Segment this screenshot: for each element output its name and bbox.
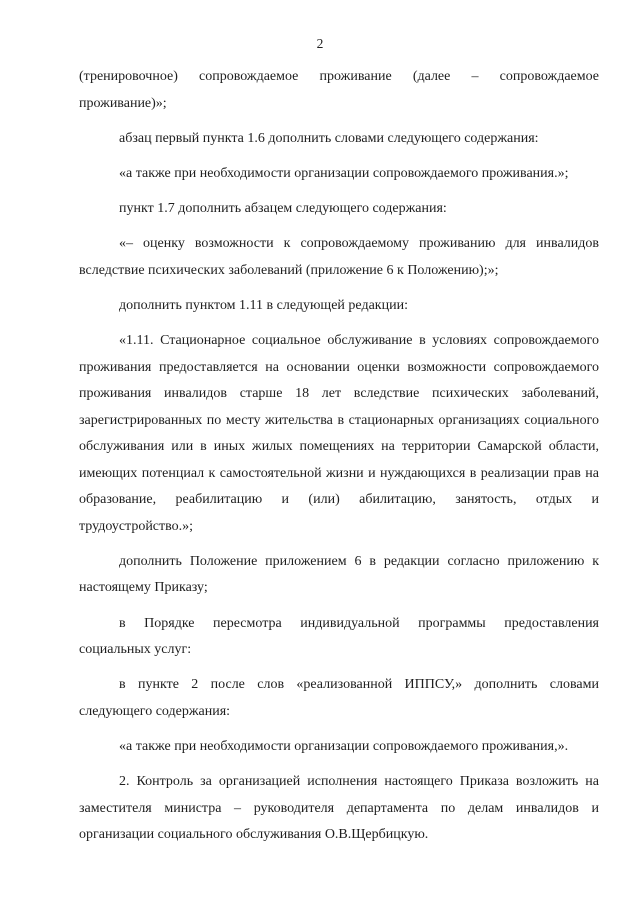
paragraph-quote-item-2: «а также при необходимости организации сопровождаемого проживания,».	[119, 738, 569, 754]
paragraph-item-2: в пункте 2 после слов «реализованной ИППСУ,» дополнить словами следующего содержания:	[79, 677, 599, 719]
paragraph-control: 2. Контроль за организацией исполнения настоящего Приказа возложить на заместителя министра – руководителя департамента по делам инвалидов и организации социального обслуживания О.В.Щербицкую.	[79, 774, 599, 843]
paragraph-item-1-7: пункт 1.7 дополнить абзацем следующего содержания:	[119, 201, 447, 217]
paragraph-review-procedure: в Порядке пересмотра индивидуальной программы предоставления социальных услуг:	[79, 615, 599, 657]
paragraph-appendix-6: дополнить Положение приложением 6 в редакции согласно приложению к настоящему Приказу;	[79, 553, 599, 596]
paragraph-quote-1-7: «– оценку возможности к сопровождаемому проживанию для инвалидов вследствие психических заболеваний (приложение 6 к Положению);»;	[79, 236, 599, 278]
paragraph-quote-1-6: «а также при необходимости организации сопровождаемого проживания.»;	[119, 165, 569, 181]
paragraph-item-1-6: абзац первый пункта 1.6 дополнить словами следующего содержания:	[119, 130, 539, 146]
paragraph-quote-1-11: «1.11. Стационарное социальное обслуживание в условиях сопровождаемого проживания предоставляется на основании оценки возможности сопровождаемого проживания инвалидов старше 18 лет вследствие психических заболеваний, зарегистрированных по месту жительства в стационарных организациях социального обслуживания или в иных жилых помещениях на территории Самарской области, имеющих потенциал к самостоятельной жизни и нуждающихся в реализации прав на образование, реабилитацию и (или) абилитацию, занятость, отдых и трудоустройство.»;	[79, 333, 599, 534]
paragraph-continuation: (тренировочное) сопровождаемое проживание (далее – сопровождаемое проживание)»;	[79, 69, 599, 111]
document-body	[79, 64, 599, 857]
paragraph-item-1-11: дополнить пунктом 1.11 в следующей редакции:	[119, 297, 408, 313]
page-number: 2	[316, 36, 324, 51]
